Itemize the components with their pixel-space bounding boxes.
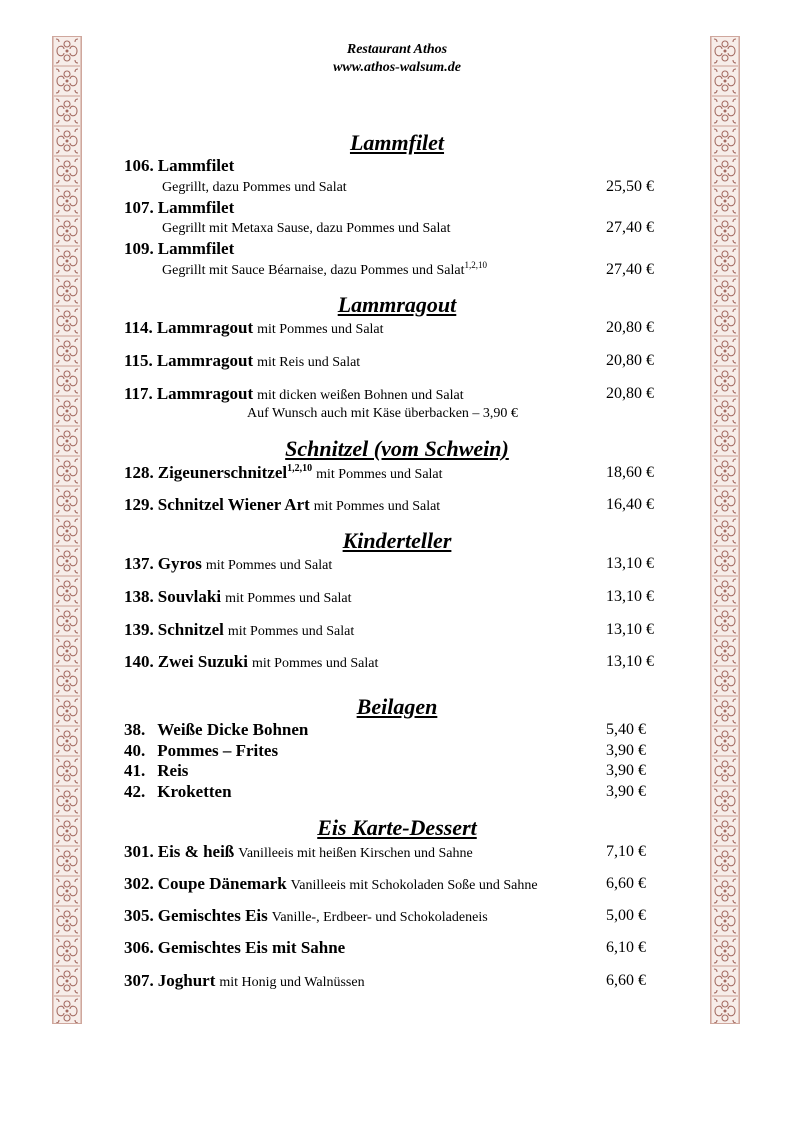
section-title-schnitzel: Schnitzel (vom Schwein) bbox=[285, 436, 509, 461]
item-name: Pommes – Frites bbox=[157, 741, 279, 760]
item-price: 7,10 € bbox=[606, 843, 646, 860]
item-note: Auf Wunsch auch mit Käse überbacken – 3,90 € bbox=[247, 406, 518, 421]
item-description: mit Honig und Walnüssen bbox=[219, 975, 365, 990]
item-number: 38. bbox=[124, 720, 146, 739]
item-price: 13,10 € bbox=[606, 621, 654, 638]
item-number: 138. bbox=[124, 587, 154, 606]
menu-item-129 bbox=[124, 495, 684, 515]
menu-item-128 bbox=[124, 463, 684, 483]
item-name: Reis bbox=[157, 761, 189, 780]
item-description: mit Pommes und Salat bbox=[257, 322, 384, 337]
menu-item-307 bbox=[124, 971, 684, 991]
section-title-lammragout: Lammragout bbox=[337, 292, 457, 317]
menu-item-306 bbox=[124, 938, 684, 958]
item-name: Gemischtes Eis mit Sahne bbox=[157, 938, 346, 957]
item-name: Zigeunerschnitzel bbox=[157, 463, 288, 482]
menu-item-114 bbox=[124, 318, 684, 338]
menu-item-107-details bbox=[162, 218, 684, 238]
item-number: 129. bbox=[124, 495, 154, 514]
restaurant-name: Restaurant Athos bbox=[346, 42, 448, 57]
item-price: 6,60 € bbox=[606, 875, 646, 892]
item-price: 27,40 € bbox=[606, 219, 654, 236]
item-price: 13,10 € bbox=[606, 653, 654, 670]
item-name: Coupe Dänemark bbox=[157, 874, 287, 893]
menu-item-106-details bbox=[162, 177, 684, 197]
item-name: Lammfilet bbox=[157, 156, 235, 175]
menu-item-109 bbox=[124, 239, 684, 259]
item-name: Weiße Dicke Bohnen bbox=[157, 720, 309, 739]
menu-item-302 bbox=[124, 874, 684, 894]
item-name: Zwei Suzuki bbox=[157, 652, 248, 671]
menu-item-41 bbox=[124, 761, 684, 781]
section-title-eis-dessert: Eis Karte-Dessert bbox=[317, 815, 477, 840]
item-description: mit Pommes und Salat bbox=[227, 624, 355, 639]
item-description: Vanilleeis mit Schokoladen Soße und Sahne bbox=[290, 878, 538, 893]
menu-item-115 bbox=[124, 351, 684, 371]
item-description: Vanille-, Erdbeer- und Schokoladeneis bbox=[271, 910, 488, 925]
item-name: Lammragout bbox=[156, 318, 254, 337]
menu-item-137 bbox=[124, 554, 684, 574]
item-name: Schnitzel Wiener Art bbox=[157, 495, 310, 514]
item-number: 41. bbox=[124, 761, 146, 780]
item-number: 114. bbox=[124, 318, 153, 337]
item-description: mit Pommes und Salat bbox=[225, 591, 352, 606]
item-description: mit dicken weißen Bohnen und Salat bbox=[257, 388, 464, 403]
item-description: Gegrillt mit Metaxa Sause, dazu Pommes und Salat bbox=[162, 221, 451, 236]
item-description: Vanilleeis mit heißen Kirschen und Sahne bbox=[238, 846, 473, 861]
menu-item-42 bbox=[124, 782, 684, 802]
item-description: Gegrillt mit Sauce Béarnaise, dazu Pommes und Salat bbox=[162, 263, 465, 278]
menu-item-305 bbox=[124, 906, 684, 926]
item-price: 20,80 € bbox=[606, 319, 654, 336]
menu-item-138 bbox=[124, 587, 684, 607]
menu-item-106 bbox=[124, 156, 684, 176]
item-price: 18,60 € bbox=[606, 464, 654, 481]
item-price: 27,40 € bbox=[606, 261, 654, 278]
menu-item-140 bbox=[124, 652, 684, 672]
section-title-kinderteller: Kinderteller bbox=[342, 528, 452, 553]
menu-item-40 bbox=[124, 741, 684, 761]
item-number: 109. bbox=[124, 239, 154, 258]
section-title-lammfilet: Lammfilet bbox=[349, 130, 445, 155]
item-description: Gegrillt, dazu Pommes und Salat bbox=[162, 180, 347, 195]
menu-item-117 bbox=[124, 384, 684, 404]
item-number: 137. bbox=[124, 554, 154, 573]
item-price: 20,80 € bbox=[606, 352, 654, 369]
item-description: mit Pommes und Salat bbox=[316, 467, 443, 482]
item-price: 13,10 € bbox=[606, 555, 654, 572]
item-price: 25,50 € bbox=[606, 178, 654, 195]
item-name: Schnitzel bbox=[157, 620, 224, 639]
item-footnote: 1,2,10 bbox=[464, 260, 487, 270]
item-number: 115. bbox=[124, 351, 153, 370]
item-number: 107. bbox=[124, 198, 154, 217]
item-number: 140. bbox=[124, 652, 154, 671]
restaurant-website: www.athos-walsum.de bbox=[333, 60, 461, 75]
item-number: 40. bbox=[124, 741, 146, 760]
item-name: Lammragout bbox=[156, 351, 254, 370]
menu-item-139 bbox=[124, 620, 684, 640]
item-price: 5,00 € bbox=[606, 907, 646, 924]
item-price: 20,80 € bbox=[606, 385, 654, 402]
item-price: 6,60 € bbox=[606, 972, 646, 989]
item-number: 305. bbox=[124, 906, 154, 925]
item-name: Lammfilet bbox=[157, 239, 235, 258]
item-price: 13,10 € bbox=[606, 588, 654, 605]
item-name: Eis & heiß bbox=[157, 842, 235, 861]
item-price: 3,90 € bbox=[606, 783, 646, 800]
item-number: 307. bbox=[124, 971, 154, 990]
menu-item-301 bbox=[124, 842, 684, 862]
item-name: Kroketten bbox=[157, 782, 232, 801]
item-number: 139. bbox=[124, 620, 154, 639]
item-number: 117. bbox=[124, 384, 153, 403]
item-description: mit Pommes und Salat bbox=[251, 656, 379, 671]
item-number: 306. bbox=[124, 938, 154, 957]
item-name: Souvlaki bbox=[157, 587, 222, 606]
item-number: 301. bbox=[124, 842, 154, 861]
item-price: 6,10 € bbox=[606, 939, 646, 956]
item-name: Gyros bbox=[157, 554, 202, 573]
item-price: 3,90 € bbox=[606, 762, 646, 779]
item-description: mit Pommes und Salat bbox=[313, 499, 441, 514]
item-number: 42. bbox=[124, 782, 146, 801]
item-name: Joghurt bbox=[157, 971, 216, 990]
item-number: 106. bbox=[124, 156, 154, 175]
menu-item-117-note bbox=[247, 403, 647, 423]
item-price: 16,40 € bbox=[606, 496, 654, 513]
item-footnote: 1,2,10 bbox=[287, 463, 313, 474]
item-name: Gemischtes Eis bbox=[157, 906, 268, 925]
menu-item-109-details bbox=[162, 260, 684, 280]
section-title-beilagen: Beilagen bbox=[356, 694, 438, 719]
item-name: Lammfilet bbox=[157, 198, 235, 217]
item-name: Lammragout bbox=[156, 384, 254, 403]
item-price: 5,40 € bbox=[606, 721, 646, 738]
menu-item-38 bbox=[124, 720, 684, 740]
item-number: 302. bbox=[124, 874, 154, 893]
item-price: 3,90 € bbox=[606, 742, 646, 759]
item-description: mit Reis und Salat bbox=[257, 355, 361, 370]
item-number: 128. bbox=[124, 463, 154, 482]
menu-item-107 bbox=[124, 198, 684, 218]
item-description: mit Pommes und Salat bbox=[205, 558, 333, 573]
